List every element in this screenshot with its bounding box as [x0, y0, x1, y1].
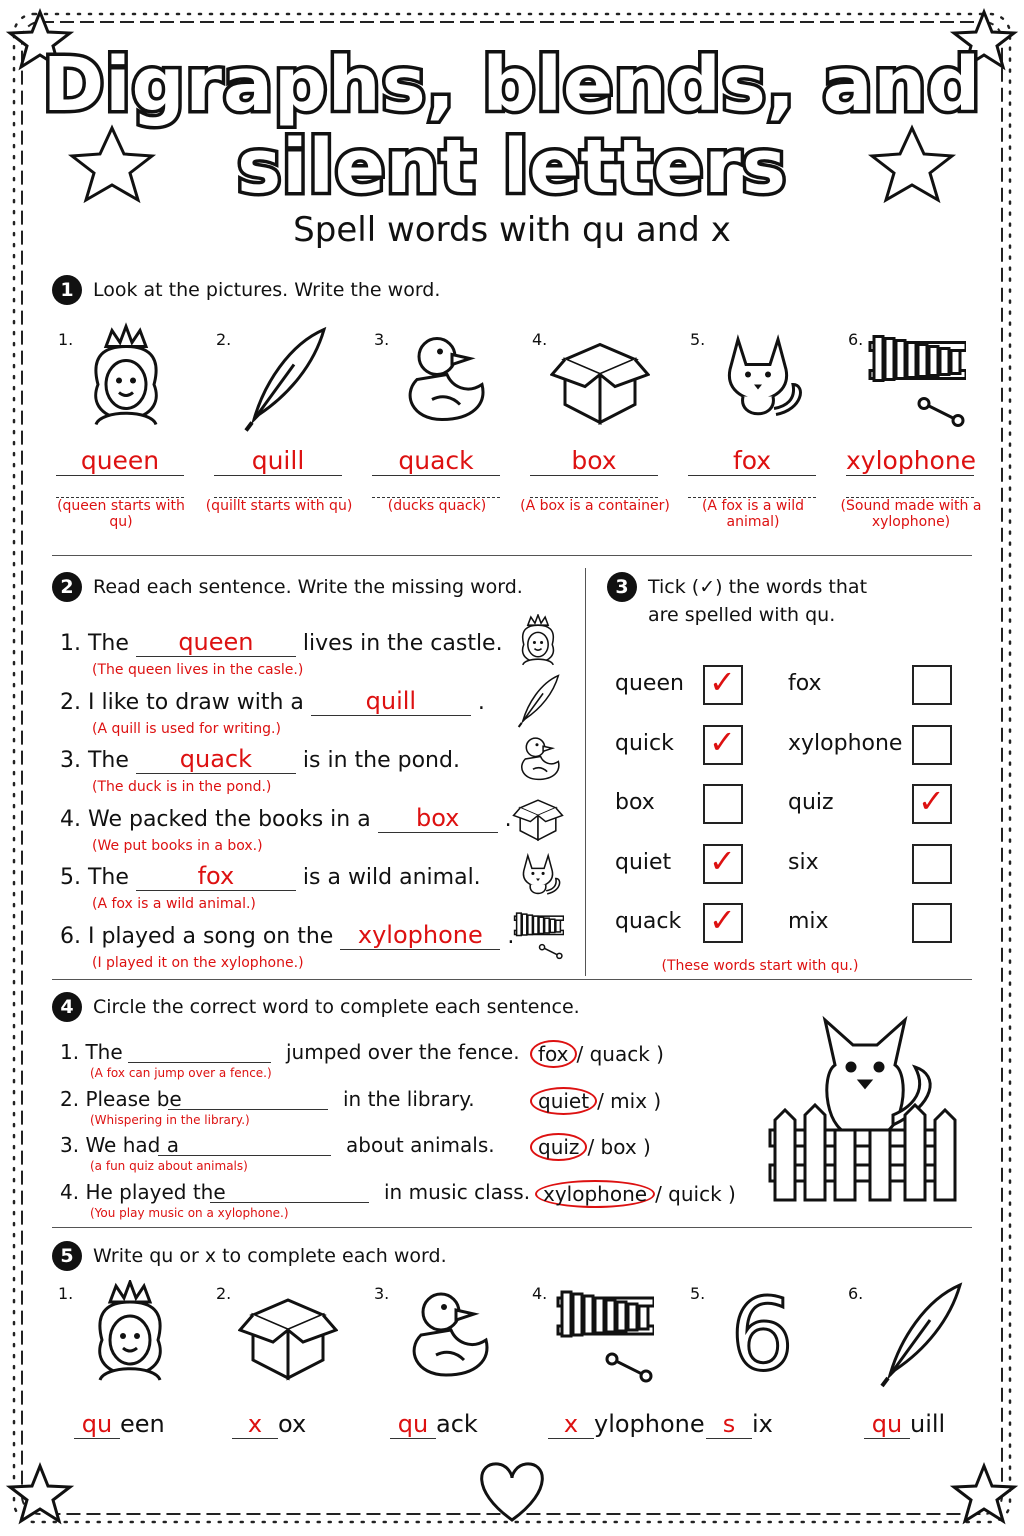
- item-number: 4.: [532, 1284, 548, 1303]
- sentence-end: is a wild animal.: [295, 865, 481, 890]
- sentence-end: jumped over the fence.: [286, 1040, 520, 1064]
- tick-word: quick: [615, 730, 674, 756]
- picture: [554, 1280, 654, 1394]
- sentence-start: 3. The: [60, 748, 136, 773]
- check-mark: ✓: [709, 901, 736, 939]
- answer-hint: (A fox is a wild animal): [701, 498, 805, 530]
- answer-field[interactable]: qu: [74, 1410, 120, 1439]
- picture: [870, 1280, 970, 1394]
- picture: [80, 1280, 180, 1394]
- tick-word: quiet: [615, 849, 672, 875]
- xylophone-icon: [512, 907, 564, 963]
- section-title: Read each sentence. Write the missing word.: [93, 576, 523, 598]
- answer-field[interactable]: fox: [136, 862, 296, 891]
- fox-icon: [512, 848, 564, 904]
- item-number: 1.: [58, 330, 74, 349]
- word-choice: [530, 1087, 661, 1115]
- duck-icon: [396, 1280, 496, 1390]
- other-choice[interactable]: / box ): [587, 1135, 651, 1159]
- tick-box[interactable]: [912, 784, 952, 824]
- picture: [392, 322, 492, 441]
- sentence-end: about animals.: [346, 1133, 495, 1157]
- answer-field[interactable]: x: [232, 1410, 278, 1439]
- other-choice[interactable]: / quick ): [655, 1181, 736, 1206]
- tick-box[interactable]: [703, 784, 743, 824]
- answer-field[interactable]: queen: [56, 446, 184, 476]
- answer-field[interactable]: quill: [214, 446, 342, 476]
- sentence-end: is in the pond.: [295, 748, 460, 773]
- picture: [396, 1280, 496, 1394]
- word-ending: ylophone: [594, 1410, 705, 1438]
- item-number: 3.: [374, 1284, 390, 1303]
- sentence: [60, 804, 512, 833]
- sentence-start: 2. I like to draw with a: [60, 689, 311, 715]
- other-choice[interactable]: / mix ): [597, 1088, 662, 1113]
- item-number: 6.: [848, 330, 864, 349]
- tick-box[interactable]: [703, 665, 743, 705]
- picture: [708, 322, 808, 441]
- sentence-start: 3. We had a: [60, 1133, 179, 1157]
- section-title-line2: are spelled with qu.: [648, 604, 836, 626]
- tick-word: mix: [788, 909, 829, 934]
- answer-blank[interactable]: [158, 1155, 331, 1156]
- answer-field[interactable]: fox: [688, 446, 816, 476]
- sentence: [60, 745, 460, 774]
- answer-field[interactable]: queen: [136, 628, 296, 657]
- answer-hint: (ducks quack): [387, 498, 487, 514]
- sentence-start: 4. He played the: [60, 1179, 226, 1204]
- xylophone-icon: [866, 322, 966, 437]
- answer-field[interactable]: qu: [390, 1410, 436, 1439]
- page-title-line2: silent letters: [237, 124, 787, 210]
- sentence-end: lives in the castle.: [295, 631, 503, 656]
- tick-word: quiz: [788, 790, 834, 815]
- word-choice: [530, 1040, 664, 1068]
- tick-word: xylophone: [788, 730, 903, 756]
- tick-word: queen: [615, 671, 684, 696]
- answer-hint: (Whispering in the library.): [90, 1112, 250, 1127]
- sentence-start: 1. The: [60, 1040, 123, 1064]
- word-ending: een: [120, 1410, 165, 1438]
- tick-word: six: [788, 849, 819, 875]
- sentence: [60, 862, 481, 891]
- sentence-start: 6. I played a song on the: [60, 923, 341, 949]
- answer-hint: (We put books in a box.): [92, 837, 263, 854]
- tick-box[interactable]: [912, 844, 952, 884]
- sentence-start: 2. Please be: [60, 1086, 182, 1111]
- quill-icon: [234, 322, 334, 437]
- sentence: [60, 921, 514, 950]
- box-icon: [550, 322, 650, 437]
- answer-hint: (quillt starts with qu): [205, 498, 353, 514]
- check-mark: ✓: [709, 841, 736, 880]
- answer-field[interactable]: quack: [136, 745, 296, 774]
- heart-icon: [482, 1464, 543, 1520]
- spell-word: [74, 1410, 165, 1439]
- section-title: Write qu or x to complete each word.: [93, 1245, 447, 1267]
- box-icon: [238, 1280, 338, 1390]
- sentence-start: 1. The: [60, 631, 136, 656]
- section-number: 3: [607, 572, 637, 602]
- picture: [712, 1276, 812, 1393]
- page-subtitle: Spell words with qu and x: [293, 210, 731, 250]
- picture: [512, 790, 564, 850]
- answer-blank[interactable]: [128, 1062, 271, 1063]
- picture: [512, 848, 564, 908]
- answer-field[interactable]: s: [706, 1410, 752, 1439]
- circled-choice[interactable]: quiz: [530, 1133, 587, 1161]
- duck-icon: [512, 731, 564, 787]
- tick-box[interactable]: [912, 725, 952, 765]
- answer-field[interactable]: box: [530, 446, 658, 476]
- picture: [866, 322, 966, 441]
- spell-word: [864, 1410, 945, 1439]
- other-choice[interactable]: / quack ): [576, 1042, 664, 1066]
- spell-word: [706, 1410, 773, 1439]
- answer-hint: (a fun quiz about animals): [90, 1159, 248, 1173]
- quill-icon: [512, 673, 564, 729]
- tick-box[interactable]: [703, 841, 743, 884]
- word-ending: ix: [752, 1410, 773, 1438]
- item-number: 2.: [216, 330, 232, 349]
- fox-on-fence-icon: [765, 1005, 960, 1205]
- section-title: Tick (✓) the words that: [648, 576, 868, 598]
- tick-box[interactable]: [703, 903, 743, 943]
- word-ending: ack: [436, 1410, 478, 1438]
- six-icon: 6: [730, 1276, 794, 1393]
- spell-word: [548, 1410, 705, 1439]
- answer-hint: (A quill is used for writing.): [92, 720, 281, 737]
- tick-box[interactable]: [703, 722, 743, 765]
- circled-choice[interactable]: xylophone: [535, 1180, 655, 1208]
- answer-hint: (The duck is in the pond.): [92, 779, 272, 795]
- tick-word: quack: [615, 909, 682, 934]
- tick-word: fox: [788, 671, 822, 696]
- word-ending: ox: [278, 1410, 307, 1438]
- spell-word: [390, 1410, 478, 1439]
- answer-field[interactable]: box: [378, 804, 498, 833]
- item-number: 2.: [216, 1284, 232, 1303]
- answer-field[interactable]: x: [548, 1410, 594, 1439]
- section-number: 1: [52, 275, 82, 305]
- queen-icon: [80, 1280, 180, 1390]
- picture: [234, 322, 334, 441]
- item-number: 5.: [690, 1284, 706, 1303]
- answer-hint: (queen starts with qu): [57, 498, 185, 530]
- sentence-end: in the library.: [343, 1086, 475, 1111]
- picture: [512, 731, 564, 791]
- section-number: 2: [52, 572, 82, 602]
- sentence-start: 5. The: [60, 865, 136, 890]
- word-choice: [530, 1133, 651, 1161]
- fox-icon: [708, 322, 808, 437]
- sentence-start: 4. We packed the books in a: [60, 806, 378, 832]
- section-number: 4: [52, 992, 82, 1022]
- picture: [512, 614, 564, 674]
- divider: [52, 979, 972, 980]
- answer-hint: (A fox is a wild animal.): [92, 896, 256, 912]
- item-number: 3.: [374, 330, 390, 349]
- duck-icon: [392, 322, 492, 437]
- queen-icon: [76, 322, 176, 437]
- sentence-end: .: [497, 806, 512, 832]
- check-mark: ✓: [709, 663, 736, 701]
- answer-field[interactable]: xylophone: [340, 921, 500, 950]
- answer-field[interactable]: xylophone: [846, 446, 977, 475]
- divider: [585, 568, 586, 976]
- tick-box[interactable]: [912, 903, 952, 943]
- answer-hint: (Sound made with a xylophone): [840, 498, 982, 530]
- answer-hint: (I played it on the xylophone.): [92, 954, 304, 971]
- circled-choice[interactable]: quiet: [530, 1087, 597, 1115]
- answer-field[interactable]: quack: [372, 446, 500, 476]
- xylophone-icon: [554, 1280, 654, 1390]
- answer-hint: (A fox can jump over a fence.): [90, 1066, 272, 1080]
- picture: [238, 1280, 338, 1394]
- answer-hint: (A box is a container): [520, 498, 670, 514]
- tick-box[interactable]: [912, 665, 952, 705]
- sentence-end: in music class.: [384, 1179, 531, 1204]
- divider: [52, 1227, 972, 1228]
- tick-word: box: [615, 790, 655, 815]
- sentence-end: .: [470, 689, 485, 715]
- picture: [76, 322, 176, 441]
- section-title: Circle the correct word to complete each sentence.: [93, 996, 580, 1018]
- sentence: [60, 628, 503, 657]
- divider: [52, 555, 972, 556]
- check-mark: ✓: [918, 782, 945, 820]
- picture: [512, 907, 564, 967]
- sentence: [60, 687, 485, 716]
- answer-hint: (The queen lives in the casle.): [92, 662, 304, 678]
- answer-field[interactable]: quill: [311, 687, 471, 716]
- circled-choice[interactable]: fox: [530, 1040, 577, 1068]
- item-number: 1.: [58, 1284, 74, 1303]
- answer-field[interactable]: qu: [864, 1410, 910, 1439]
- answer-blank[interactable]: [168, 1109, 328, 1110]
- sentence-end: .: [500, 923, 515, 949]
- word-choice: [535, 1180, 736, 1208]
- check-mark: ✓: [709, 722, 736, 761]
- box-icon: [512, 790, 564, 846]
- answer-blank[interactable]: [210, 1202, 369, 1203]
- picture: [550, 322, 650, 441]
- spell-word: [232, 1410, 306, 1439]
- word-ending: uill: [910, 1410, 946, 1438]
- item-number: 5.: [690, 330, 706, 349]
- page-title: Digraphs, blends, and: [42, 42, 982, 128]
- item-number: 4.: [532, 330, 548, 349]
- quill-icon: [870, 1280, 970, 1390]
- section-number: 5: [52, 1241, 82, 1271]
- answer-hint: (You play music on a xylophone.): [90, 1205, 289, 1220]
- section-title: Look at the pictures. Write the word.: [93, 279, 441, 301]
- item-number: 6.: [848, 1284, 864, 1303]
- picture: [512, 673, 564, 733]
- queen-icon: [512, 614, 564, 670]
- section-note: (These words start with qu.): [661, 958, 859, 974]
